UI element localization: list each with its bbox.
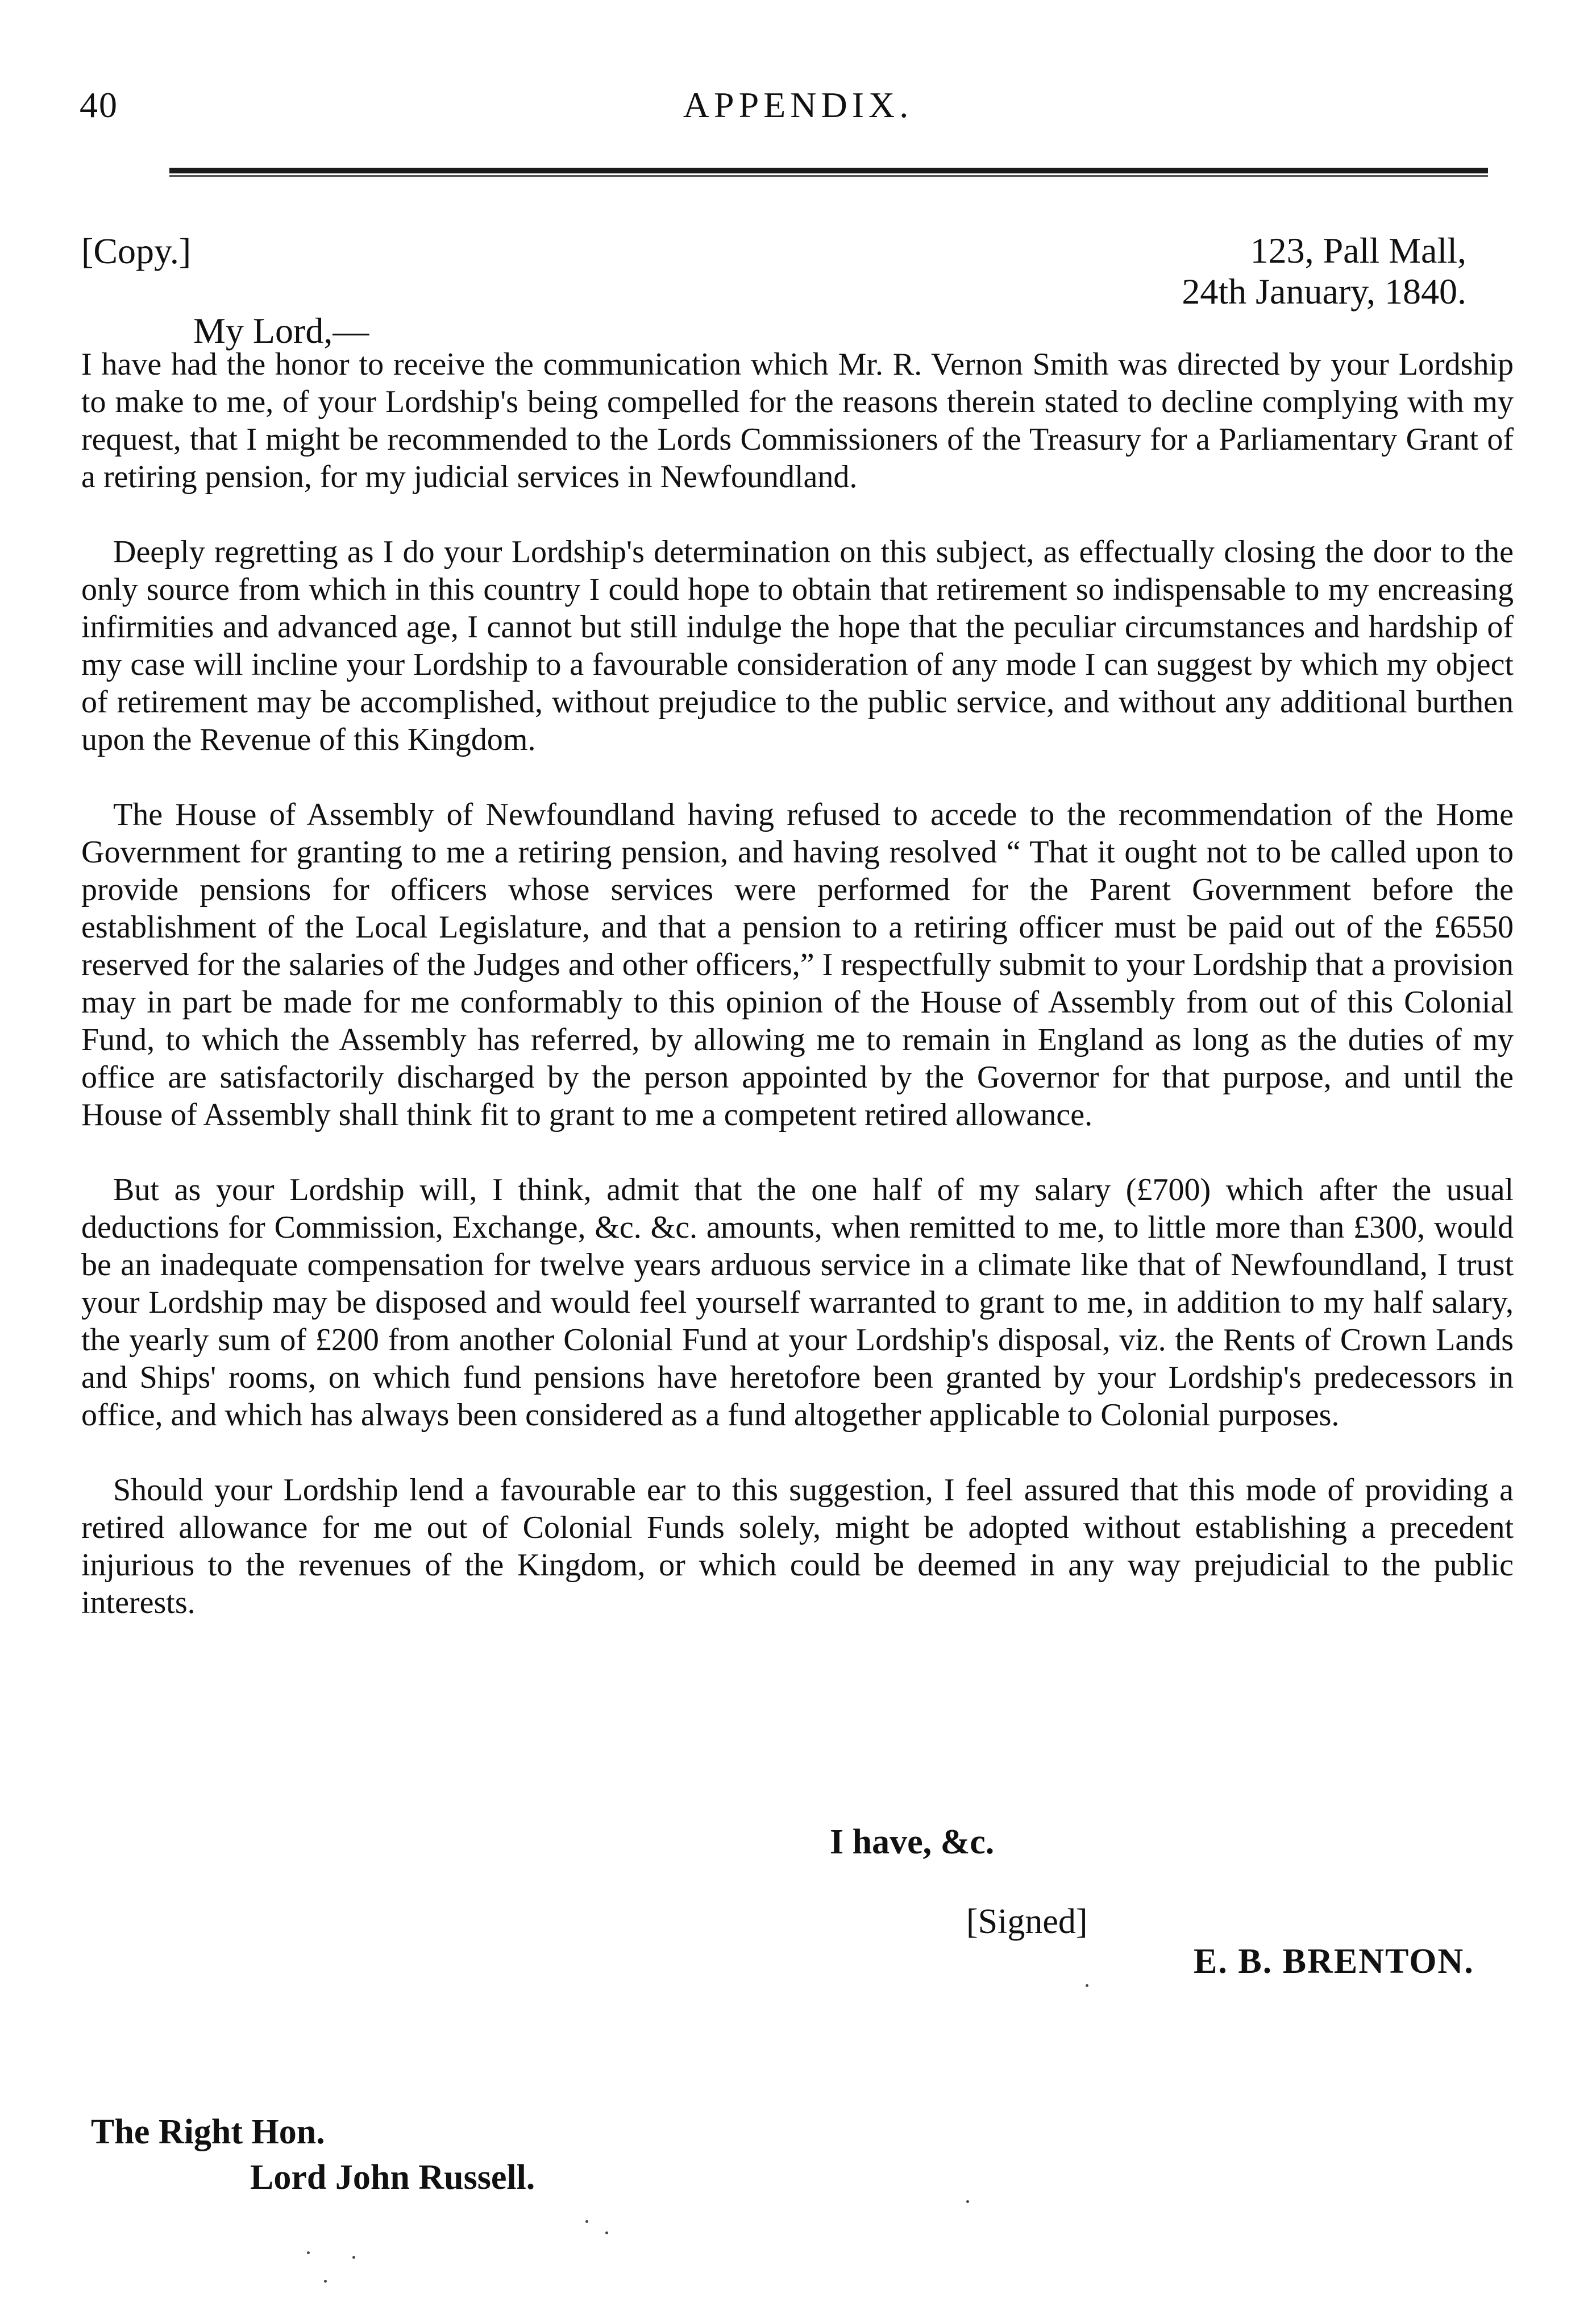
paragraph: The House of Assembly of Newfoundland having refused to accede to the recommendation of the Home Government for granting to me a retiring pension, and having resolved “ That it ought not to be called upon to provide pensions for officers whose services were performed for the Parent Government before the establishment of the Local Legislature, and that a pension to a retiring officer must be paid out of the £6550 reserved for the salaries of the Judges and other officers,” I respectfully submit to your Lordship that a provision may in part be made for me conformably to this opinion of the House of Assembly from out of this Colonial Fund, to which the Assembly has referred, by allowing me to remain in England as long as the duties of my office are satisfactorily discharged by the person appointed by the Governor for that purpose, and until the House of Assembly shall think fit to grant to me a competent retired allowance. <box>81 797 1514 1133</box>
page-number: 40 <box>80 85 118 125</box>
header-rule <box>169 168 1488 177</box>
signature: E. B. BRENTON. <box>1194 1942 1474 1981</box>
print-speck <box>324 2280 327 2283</box>
paragraph: Deeply regretting as I do your Lordship's determination on this subject, as effectually closing the door to the only source from which in this country I could hope to obtain that retirement so indispensable to my encreasing infirmities and advanced age, I cannot but still indulge the hope that the peculiar circumstances and hardship of my case will incline your Lordship to a favourable consideration of any mode I can suggest by which my object of retirement may be accomplished, without prejudice to the public service, and without any additional burthen upon the Revenue of this Kingdom. <box>81 534 1514 757</box>
running-head: APPENDIX. <box>683 85 913 125</box>
closing: I have, &c. <box>830 1823 995 1861</box>
copy-mark: [Copy.] <box>81 231 192 271</box>
print-speck <box>605 2231 608 2234</box>
print-speck <box>1086 1984 1088 1987</box>
salutation: My Lord,— <box>193 310 369 351</box>
address-line: 123, Pall Mall, <box>1250 230 1466 271</box>
addressee-title: The Right Hon. <box>91 2113 325 2151</box>
print-speck <box>585 2220 588 2223</box>
date-line: 24th January, 1840. <box>1182 271 1466 312</box>
letter-body <box>81 346 1514 1659</box>
paragraph: Should your Lordship lend a favourable ear to this suggestion, I feel assured that this mode of providing a retired allowance for me out of Colonial Funds solely, might be adopted without establishing a precedent injurious to the revenues of the Kingdom, or which could be deemed in any way prejudicial to the public interests. <box>81 1472 1514 1620</box>
paragraph: But as your Lordship will, I think, admit that the one half of my salary (£700) which after the usual deductions for Commission, Exchange, &c. &c. amounts, when remitted to me, to little more than £300, would be an inadequate compensation for twelve years arduous service in a climate like that of Newfoundland, I trust your Lordship may be disposed and would feel yourself warranted to grant to me, in addition to my half salary, the yearly sum of £200 from another Colonial Fund at your Lordship's disposal, viz. the Rents of Crown Lands and Ships' rooms, on which fund pensions have heretofore been granted by your Lordship's predecessors in office, and which has always been considered as a fund altogether applicable to Colonial purposes. <box>81 1172 1514 1433</box>
paragraph: I have had the honor to receive the communication which Mr. R. Vernon Smith was directed by your Lordship to make to me, of your Lordship's being compelled for the reasons therein stated to decline complying with my request, that I might be recommended to the Lords Commissioners of the Treasury for a Parliamentary Grant of a retiring pension, for my judicial services in Newfoundland. <box>81 347 1514 495</box>
print-speck <box>307 2251 310 2254</box>
addressee-name: Lord John Russell. <box>250 2158 535 2197</box>
print-speck <box>966 2200 969 2203</box>
sender-address <box>1034 230 1466 312</box>
print-speck <box>352 2256 355 2259</box>
signed-mark: [Signed] <box>966 1902 1088 1941</box>
